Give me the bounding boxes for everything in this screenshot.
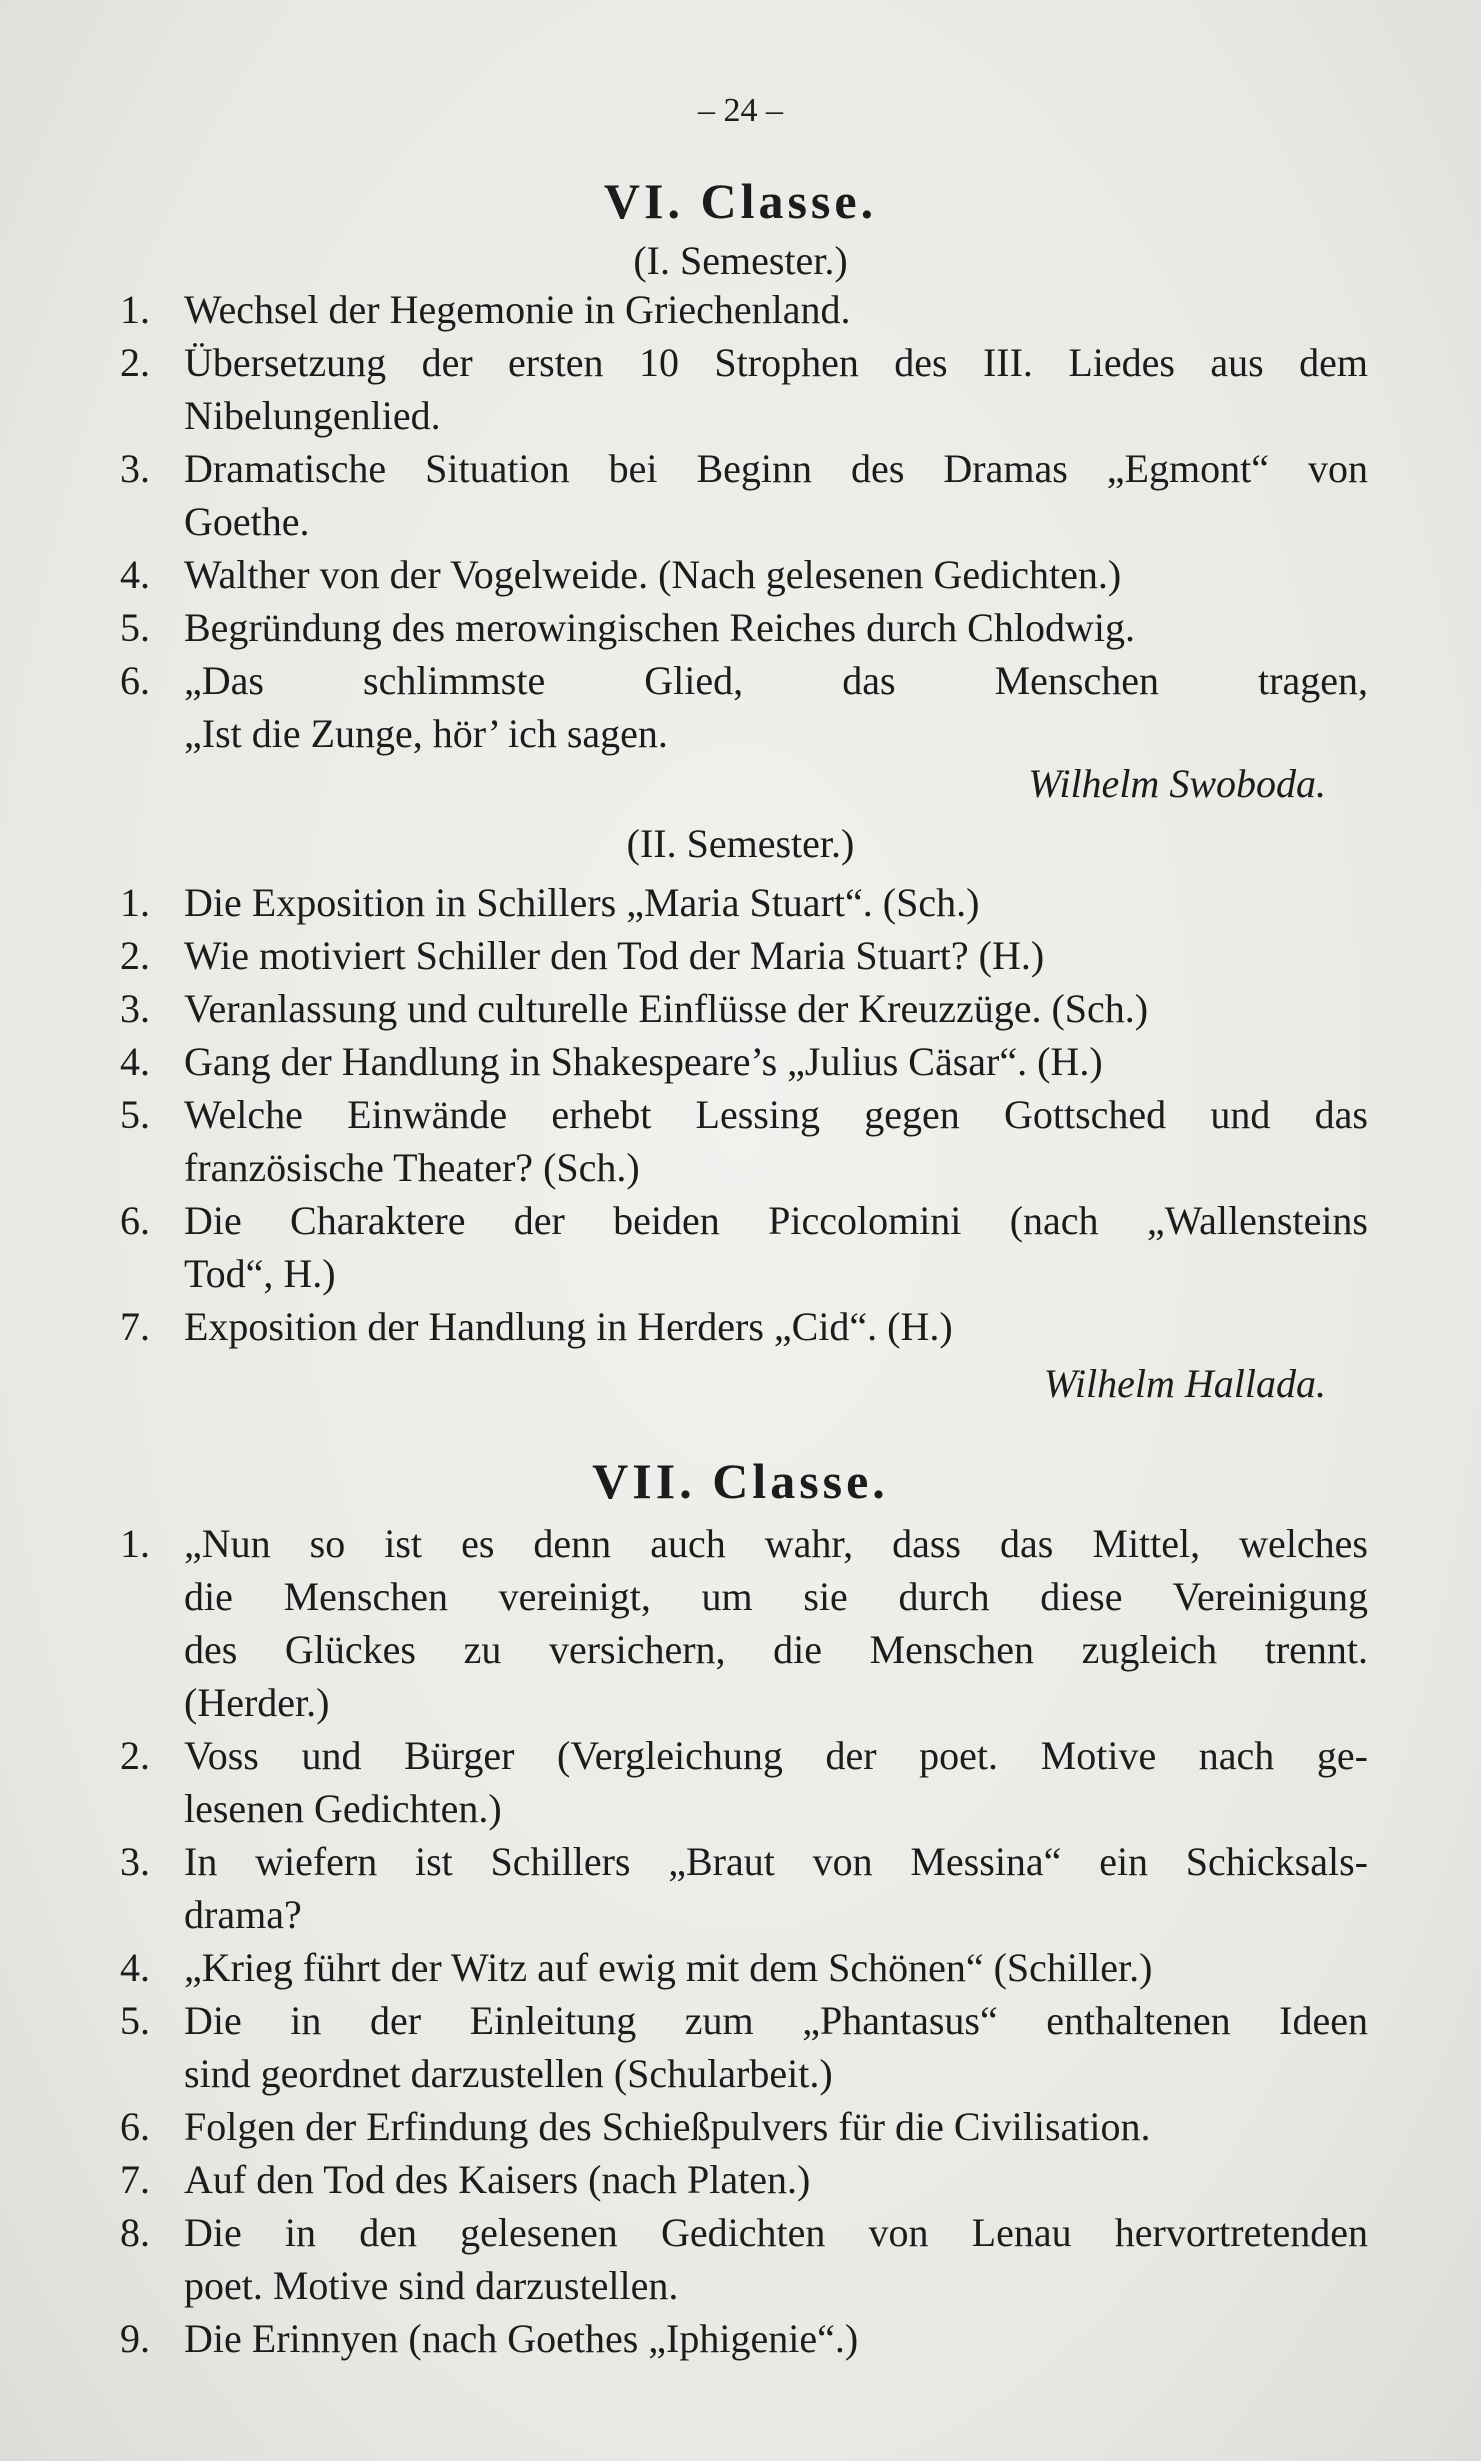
- item-text-line: drama?: [184, 1892, 302, 1937]
- class-7-list: [120, 1517, 1368, 2365]
- list-item: [120, 929, 1368, 982]
- list-item: [120, 1994, 1368, 2100]
- item-text-line: Veranlassung und culturelle Einflüsse der Kreuzzüge. (Sch.): [184, 986, 1149, 1031]
- class-7-heading: VII. Classe.: [592, 1453, 889, 1509]
- list-item: [120, 336, 1368, 442]
- list-item: [120, 2100, 1368, 2153]
- item-number: 3.: [120, 446, 150, 491]
- semester-2-label: (II. Semester.): [626, 821, 855, 866]
- item-text-line: „Ist die Zunge, hör’ ich sagen.: [184, 711, 668, 756]
- item-number: 4.: [120, 1945, 150, 1990]
- list-item: [120, 1194, 1368, 1300]
- list-item: [120, 548, 1368, 601]
- item-text-line: (Herder.): [184, 1680, 330, 1725]
- list-item: [120, 1088, 1368, 1194]
- class-6-heading: VI. Classe.: [603, 173, 878, 229]
- item-text-line: des Glückes zu versichern, die Menschen zugleich trennt.: [184, 1627, 1368, 1672]
- item-text-line: „Krieg führt der Witz auf ewig mit dem Schönen“ (Schiller.): [184, 1945, 1153, 1990]
- item-text-line: poet. Motive sind darzustellen.: [184, 2263, 679, 2308]
- item-text-line: Walther von der Vogelweide. (Nach gelesenen Gedichten.): [184, 552, 1122, 597]
- class-6-sem-2-list: [120, 876, 1368, 1353]
- list-item: [120, 654, 1368, 760]
- item-number: 7.: [120, 2157, 150, 2202]
- item-text-line: Die Erinnyen (nach Goethes „Iphigenie“.): [184, 2316, 859, 2361]
- item-number: 2.: [120, 933, 150, 978]
- semester-1-label: (I. Semester.): [633, 238, 848, 283]
- item-number: 3.: [120, 986, 150, 1031]
- item-number: 4.: [120, 1039, 150, 1084]
- list-item: [120, 2206, 1368, 2312]
- signature-swoboda: Wilhelm Swoboda.: [1028, 761, 1326, 806]
- item-number: 4.: [120, 552, 150, 597]
- item-number: 2.: [120, 340, 150, 385]
- item-text-line: In wiefern ist Schillers „Braut von Messina“ ein Schicksals-: [184, 1839, 1368, 1884]
- list-item: [120, 1035, 1368, 1088]
- signature-hallada: Wilhelm Hallada.: [1043, 1361, 1326, 1406]
- item-text-line: „Das schlimmste Glied, das Menschen tragen,: [184, 658, 1368, 703]
- item-text-line: Nibelungenlied.: [184, 393, 441, 438]
- item-text-line: Gang der Handlung in Shakespeare’s „Julius Cäsar“. (H.): [184, 1039, 1103, 1084]
- item-number: 7.: [120, 1304, 150, 1349]
- item-text-line: Begründung des merowingischen Reiches durch Chlodwig.: [184, 605, 1135, 650]
- item-text-line: Folgen der Erfindung des Schießpulvers für die Civilisation.: [184, 2104, 1151, 2149]
- item-text-line: Übersetzung der ersten 10 Strophen des III. Liedes aus dem: [184, 340, 1368, 385]
- item-text-line: „Nun so ist es denn auch wahr, dass das Mittel, welches: [184, 1521, 1368, 1566]
- item-text-line: Die in den gelesenen Gedichten von Lenau hervortretenden: [184, 2210, 1368, 2255]
- item-text-line: sind geordnet darzustellen (Schularbeit.): [184, 2051, 833, 2096]
- item-number: 5.: [120, 1092, 150, 1137]
- item-number: 5.: [120, 605, 150, 650]
- item-number: 1.: [120, 880, 150, 925]
- item-number: 6.: [120, 2104, 150, 2149]
- list-item: [120, 442, 1368, 548]
- list-item: [120, 876, 1368, 929]
- item-text-line: die Menschen vereinigt, um sie durch diese Vereinigung: [184, 1574, 1368, 1619]
- item-text-line: Die in der Einleitung zum „Phantasus“ enthaltenen Ideen: [184, 1998, 1368, 2043]
- list-item: [120, 1300, 1368, 1353]
- list-item: [120, 283, 1368, 336]
- item-number: 2.: [120, 1733, 150, 1778]
- page-number: – 24 –: [698, 92, 783, 129]
- item-number: 8.: [120, 2210, 150, 2255]
- item-number: 3.: [120, 1839, 150, 1884]
- item-text-line: Voss und Bürger (Vergleichung der poet. Motive nach ge-: [184, 1733, 1368, 1778]
- item-text-line: Wie motiviert Schiller den Tod der Maria Stuart? (H.): [184, 933, 1045, 978]
- list-item: [120, 1835, 1368, 1941]
- item-number: 6.: [120, 1198, 150, 1243]
- class-6-sem-1-list: [120, 283, 1368, 760]
- list-item: [120, 1941, 1368, 1994]
- item-text-line: Die Exposition in Schillers „Maria Stuart“. (Sch.): [184, 880, 980, 925]
- item-text-line: Goethe.: [184, 499, 310, 544]
- list-item: [120, 2153, 1368, 2206]
- item-number: 9.: [120, 2316, 150, 2361]
- item-text-line: Exposition der Handlung in Herders „Cid“. (H.): [184, 1304, 953, 1349]
- list-item: [120, 982, 1368, 1035]
- item-text-line: Die Charaktere der beiden Piccolomini (nach „Wallensteins: [184, 1198, 1368, 1243]
- item-text-line: Wechsel der Hegemonie in Griechenland.: [184, 287, 851, 332]
- list-item: [120, 2312, 1368, 2365]
- item-number: 6.: [120, 658, 150, 703]
- list-item: [120, 1517, 1368, 1729]
- item-number: 1.: [120, 1521, 150, 1566]
- item-number: 1.: [120, 287, 150, 332]
- list-item: [120, 601, 1368, 654]
- item-text-line: Tod“, H.): [184, 1251, 336, 1296]
- item-text-line: Welche Einwände erhebt Lessing gegen Gottsched und das: [184, 1092, 1368, 1137]
- item-text-line: lesenen Gedichten.): [184, 1786, 502, 1831]
- list-item: [120, 1729, 1368, 1835]
- item-number: 5.: [120, 1998, 150, 2043]
- item-text-line: Auf den Tod des Kaisers (nach Platen.): [184, 2157, 811, 2202]
- item-text-line: französische Theater? (Sch.): [184, 1145, 640, 1190]
- item-text-line: Dramatische Situation bei Beginn des Dramas „Egmont“ von: [184, 446, 1368, 491]
